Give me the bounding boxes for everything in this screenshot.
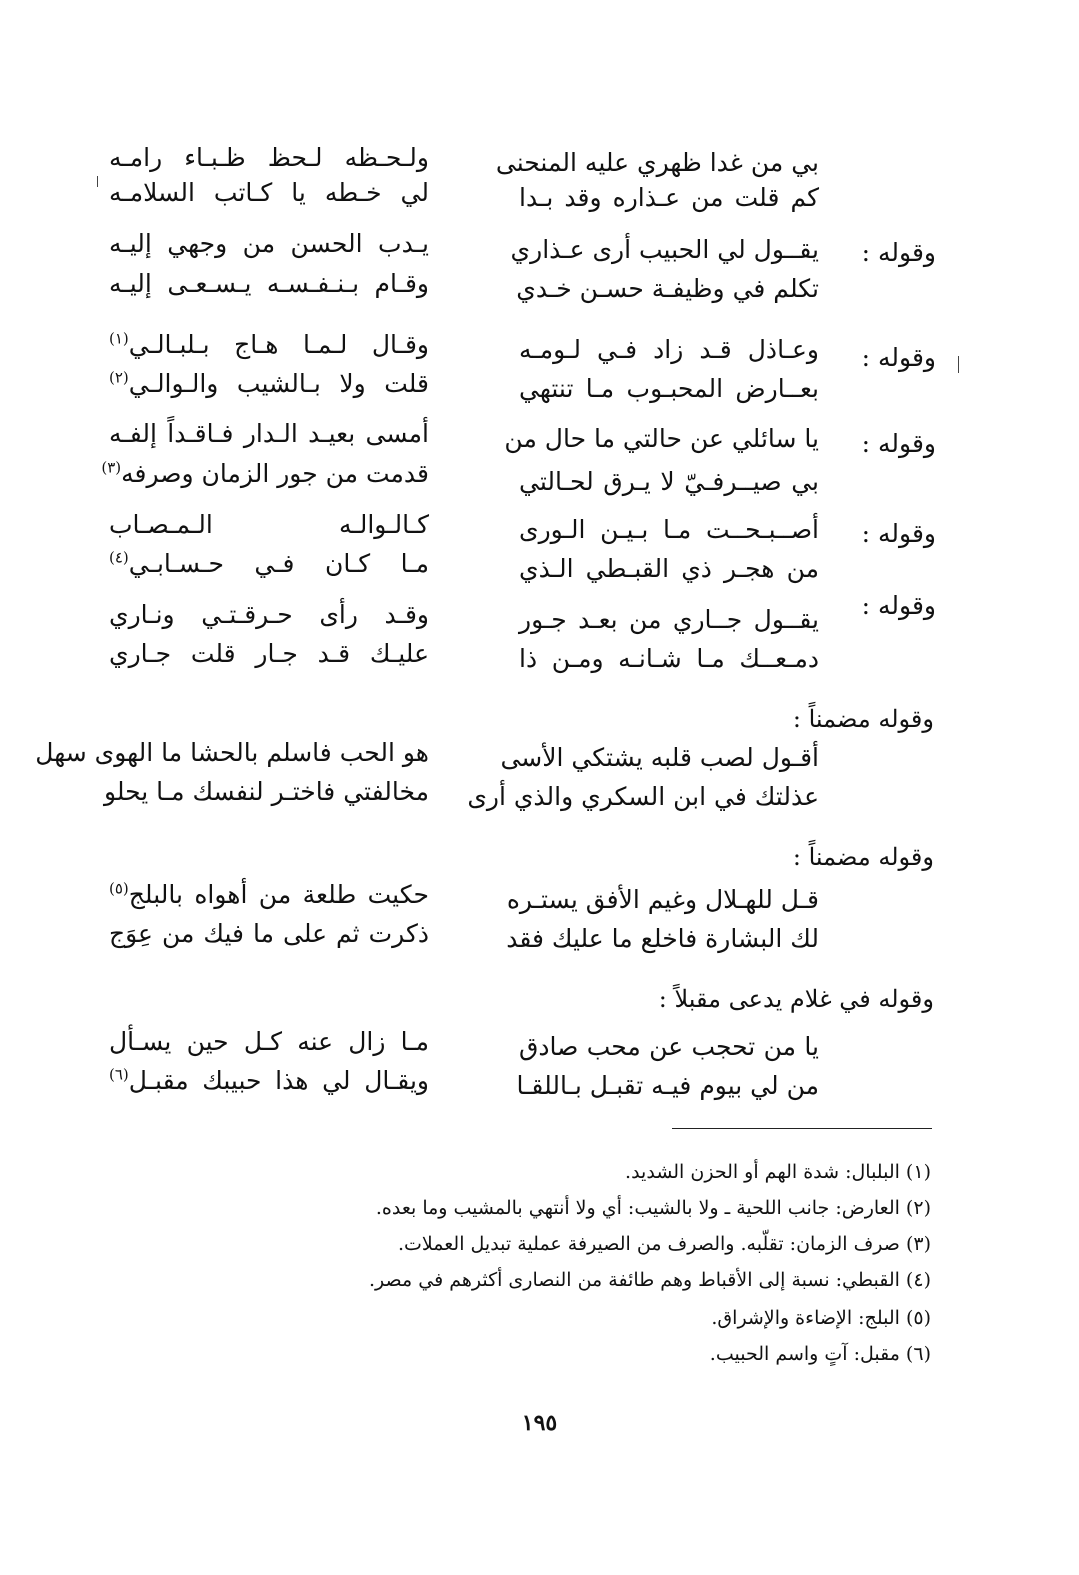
verse-second-hemistich (109, 329, 429, 361)
footnote: (٤) القبطي: نسبة إلى الأقباط وهم طائفة من النصارى أكثرهم في مصر. (369, 1269, 931, 1291)
verse-second-hemistich (101, 458, 429, 490)
footnote: (٣) صرف الزمان: تقلّبه. والصرف من الصيرفة عملية تبديل العملات. (398, 1233, 931, 1255)
verse-second-hemistich: كـالـوالـه الـمـصـاب (109, 510, 429, 539)
verse-first-hemistich: أصــبـحــت مـا بـيـن الـورى (519, 515, 819, 544)
footnote-marker: (٢) (109, 368, 129, 387)
verse-second-hemistich: ذكرت ثم على ما فيك من عِوَج (109, 919, 429, 948)
footnote: (٢) العارض: جانب اللحية ـ ولا بالشيب: أي ولا أنتهي بالمشيب وما بعده. (375, 1197, 931, 1219)
verse-first-hemistich: دمـعــك مـا شـانـه ومـن ذا (519, 644, 819, 673)
verse-first-hemistich: من هجـر ذي القبـطي الـذي (519, 554, 819, 583)
verse-second-hemistich: لي خـطه يا كـاتب السلامـه (109, 178, 429, 207)
verse-second-hemistich: يـدب الحسن من وجهي إليـه (109, 229, 429, 258)
verse-second-hemistich (109, 879, 429, 911)
verse-first-hemistich: تكلم في وظيفـة حسـن خـدي (516, 274, 819, 303)
poem-intro: وقوله : (861, 343, 936, 372)
verse-first-hemistich: يا سائلي عن حالتي ما حال من (504, 424, 819, 453)
verse-second-hemistich: عليـك قـد جـار قلت جـاري (109, 639, 429, 668)
page-number: ١٩٥ (521, 1410, 558, 1436)
verse-first-hemistich: أقـول لصب قلبه يشتكي الأسى (500, 743, 819, 772)
scan-mark (958, 356, 959, 373)
footnote-marker: (١) (109, 329, 129, 348)
footnote: (١) البلبال: شدة الهم أو الحزن الشديد. (625, 1161, 931, 1183)
verse-text: مـا كـان فـي حـسـابـي (128, 549, 429, 578)
verse-first-hemistich: يقــول جــاري من بعـد جـور (519, 605, 819, 634)
verse-first-hemistich: عذلتك في ابن السكري والذي أرى (467, 782, 819, 811)
verse-text: ويقـال لي هذا حبيبك مقبـل (128, 1066, 429, 1095)
section-heading: وقوله مضمناً : (792, 843, 934, 871)
footnote-marker: (٤) (109, 548, 129, 567)
verse-second-hemistich: ولـحـظه لـحظ ظـبـاء رامـه (109, 143, 429, 172)
footnote-marker: (٦) (109, 1065, 129, 1084)
verse-first-hemistich: قـل للهـلال وغيم الأفق يستـره (506, 885, 819, 914)
verse-first-hemistich: يقــول لي الحبيب أرى عـذاري (510, 235, 819, 264)
verse-second-hemistich: مخالفتي فاختـر لنفسك مـا يحلو (103, 777, 429, 806)
verse-text: وقـال لـمـا هـاج بـلبـالـي (128, 330, 429, 359)
footnote-marker: (٥) (109, 879, 129, 898)
verse-second-hemistich: وقـد رأى حـرقـتـي ونـاري (109, 600, 429, 629)
verse-second-hemistich (109, 1065, 429, 1097)
verse-second-hemistich: أمسى بعيـد الـدار فـاقـداً إلفـه (109, 419, 429, 448)
section-heading: وقوله مضمناً : (792, 705, 934, 733)
verse-text: قدمت من جور الزمان وصرفه (121, 459, 429, 488)
footnote-marker: (٣) (101, 458, 122, 477)
verse-second-hemistich (109, 548, 429, 580)
footnote: (٥) البلج: الإضاءة والإشراق. (711, 1307, 931, 1329)
verse-second-hemistich: وقـام بـنـفـسـه يـسـعـى إليـه (109, 269, 429, 298)
verse-first-hemistich: كم قلت من عـذاره وقد بـدا (519, 183, 819, 212)
verse-text: حكيت طلعة من أهواه بالبلج (128, 880, 429, 909)
verse-first-hemistich: يا من تحجب عن محب صادق (519, 1032, 819, 1061)
footnote-separator (672, 1128, 932, 1129)
verse-first-hemistich: لك البشارة فاخلع ما عليك فقد (506, 924, 819, 953)
verse-first-hemistich: وعـاذل قـد زاد فـي لـومـه (519, 335, 819, 364)
verse-text: قلت ولا بـالشيب والـوالـي (128, 369, 429, 398)
verse-first-hemistich: بي صيــرفـيّ لا يـرق لحـالتي (519, 467, 819, 496)
verse-first-hemistich: من لي بيوم فيـه تقبـل بـاللقـا (516, 1071, 819, 1100)
poem-intro: وقوله : (861, 519, 936, 548)
verse-first-hemistich: بي من غدا ظهري عليه المنحنى (495, 148, 819, 177)
verse-second-hemistich: هو الحب فاسلم بالحشا ما الهوى سهل (35, 738, 429, 767)
scan-mark (97, 176, 98, 187)
poem-intro: وقوله : (861, 429, 936, 458)
section-heading: وقوله في غلام يدعى مقبلاً : (658, 985, 934, 1013)
footnote: (٦) مقبل: آتٍ واسم الحبيب. (709, 1343, 931, 1365)
verse-second-hemistich (109, 368, 429, 400)
verse-second-hemistich: مـا زال عنه كـل حين يسـأل (109, 1027, 429, 1056)
poem-intro: وقوله : (861, 591, 936, 620)
verse-first-hemistich: بعــارض المحبـوب مـا تنتهي (519, 374, 819, 403)
poem-intro: وقوله : (861, 238, 936, 267)
